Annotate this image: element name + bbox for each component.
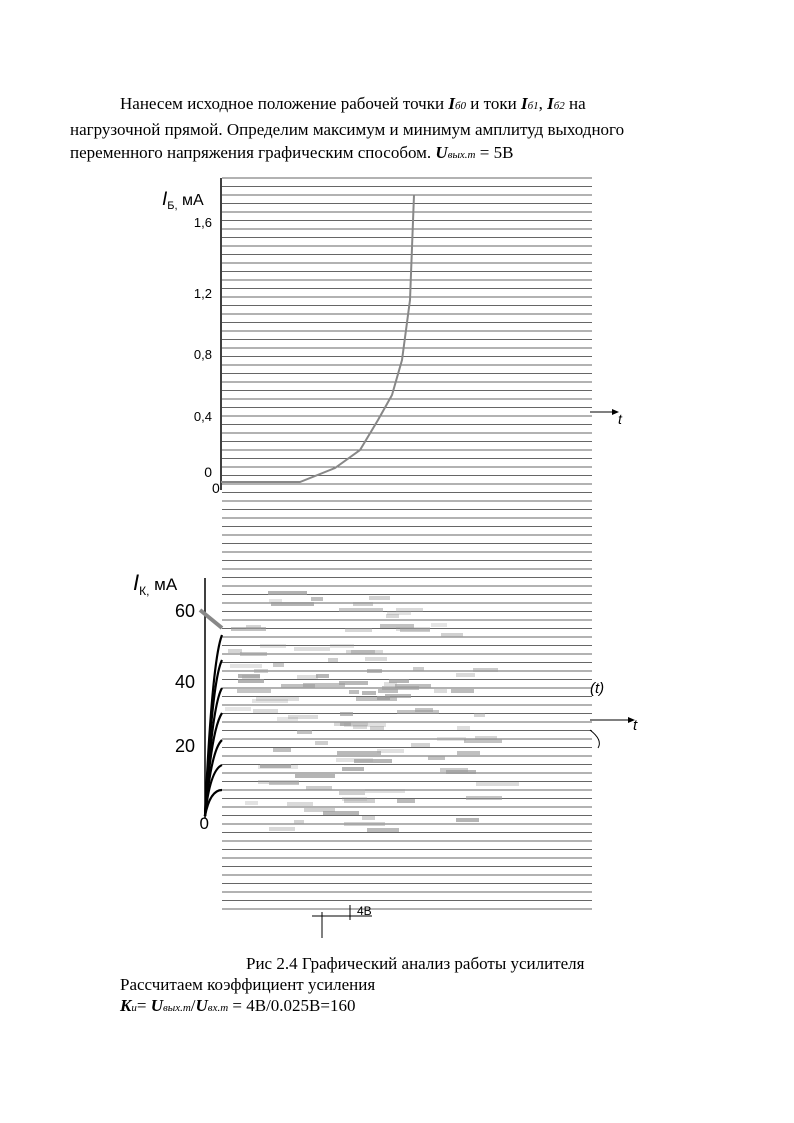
shading-mark xyxy=(340,712,353,716)
shading-mark xyxy=(246,625,261,629)
symbol-ku xyxy=(120,996,137,1015)
shading-mark xyxy=(252,699,288,703)
symbol-subscript: вых.m xyxy=(162,1002,191,1014)
shading-mark xyxy=(386,614,399,618)
text-fragment: = 5В xyxy=(475,143,514,162)
shading-mark xyxy=(474,713,485,717)
symbol-main: K xyxy=(120,996,132,1015)
shading-mark xyxy=(297,730,312,734)
shading-mark xyxy=(253,709,278,713)
shading-mark xyxy=(328,658,338,662)
symbol-main: I xyxy=(520,94,528,113)
shading-mark xyxy=(476,782,519,786)
text-fragment: и токи xyxy=(466,94,521,113)
figure-caption: Рис 2.4 Графический анализ работы усилителя xyxy=(246,954,585,973)
shading-mark xyxy=(260,644,286,648)
shading-mark xyxy=(237,689,271,693)
shading-mark xyxy=(456,818,479,822)
shading-mark xyxy=(269,781,299,785)
symbol-main: U xyxy=(435,143,448,162)
upper-tick-label: 1,6 xyxy=(193,215,212,230)
shading-mark xyxy=(415,708,433,712)
shading-mark xyxy=(349,690,359,694)
shading-mark xyxy=(457,751,480,755)
lower-tick-label: 40 xyxy=(174,672,195,692)
text-fragment: , xyxy=(538,94,548,113)
shading-mark xyxy=(337,751,381,755)
shading-mark xyxy=(395,684,431,688)
lower-tick-label: 0 xyxy=(199,814,209,833)
shading-mark xyxy=(294,647,330,651)
symbol-main: U xyxy=(195,996,208,1015)
shading-mark xyxy=(245,801,258,805)
shading-mark xyxy=(294,820,304,824)
shading-mark xyxy=(431,623,447,627)
shading-mark xyxy=(339,791,365,795)
shading-mark xyxy=(411,743,430,747)
symbol-subscript: вых.m xyxy=(447,149,476,161)
shading-mark xyxy=(413,667,424,671)
shading-mark xyxy=(362,691,376,695)
upper-tick-label: 1,2 xyxy=(193,286,212,301)
shading-mark xyxy=(362,816,375,820)
symbol-subscript: б0 xyxy=(454,100,467,112)
symbol-main: I xyxy=(547,94,554,113)
symbol-uout xyxy=(151,996,191,1015)
shading-mark xyxy=(342,767,364,771)
shading-mark xyxy=(260,764,291,768)
shading-mark xyxy=(295,774,335,778)
text-fragment: на xyxy=(564,94,586,113)
shading-mark xyxy=(446,770,476,774)
shading-mark xyxy=(297,675,318,679)
lower-tick-label: 20 xyxy=(174,736,195,756)
gain-formula xyxy=(120,996,355,1016)
symbol-subscript: u xyxy=(131,1002,137,1014)
lower-axis-label: $I_{К,}$ $^{мА}$ xyxy=(133,570,178,598)
shading-mark xyxy=(342,797,367,801)
shading-mark xyxy=(369,596,390,600)
shading-mark xyxy=(434,689,447,693)
shading-mark xyxy=(340,722,351,726)
upper-origin-label: 0 xyxy=(212,480,220,496)
text-fragment: = xyxy=(136,996,151,1015)
symbol-main: U xyxy=(150,996,163,1015)
shading-mark xyxy=(315,741,328,745)
shading-mark xyxy=(380,624,414,628)
shading-mark xyxy=(344,822,385,826)
shading-mark xyxy=(428,756,445,760)
text-fragment: / xyxy=(190,996,196,1015)
load-line-segment xyxy=(200,610,222,628)
shading-mark xyxy=(269,599,282,603)
shading-mark xyxy=(367,669,382,673)
shading-mark xyxy=(268,591,307,595)
text-fragment: = 4В/0.025В=160 xyxy=(228,996,356,1015)
shading-mark xyxy=(330,644,354,648)
shading-mark xyxy=(225,707,251,711)
shading-mark xyxy=(273,663,284,667)
shading-mark xyxy=(437,737,466,741)
upper-tick-label: 0,8 xyxy=(193,347,212,362)
shading-mark xyxy=(345,628,372,632)
shading-mark xyxy=(228,649,242,653)
upper-tick-label: 0,4 xyxy=(193,409,212,424)
symbol-subscript: вх.m xyxy=(207,1002,229,1014)
shading-mark xyxy=(254,669,268,673)
shading-mark xyxy=(365,789,405,793)
shading-mark xyxy=(288,715,318,719)
shading-mark xyxy=(389,679,409,683)
symbol-subscript: б1 xyxy=(527,100,539,112)
shading-mark xyxy=(238,674,260,678)
input-characteristic-curve xyxy=(221,195,414,482)
scan-shading xyxy=(225,591,519,832)
shading-mark xyxy=(269,827,295,831)
symbol-main: I xyxy=(448,94,455,113)
upper-time-label: t xyxy=(618,411,622,427)
shading-mark xyxy=(466,796,502,800)
shading-mark xyxy=(370,726,384,730)
shading-mark xyxy=(397,799,415,803)
lower-time-label: t xyxy=(633,717,638,734)
shading-mark xyxy=(475,736,497,740)
shading-mark xyxy=(336,758,373,762)
shading-mark xyxy=(339,608,383,612)
shading-mark xyxy=(273,748,291,752)
shading-mark xyxy=(306,786,332,790)
calculation-title: Рассчитаем коэффициент усиления xyxy=(120,975,376,994)
shading-mark xyxy=(303,683,345,687)
shading-mark xyxy=(365,657,387,661)
shading-mark xyxy=(287,802,313,806)
shading-mark xyxy=(238,679,264,683)
upper-tick-label: 0 xyxy=(204,464,212,480)
symbol-uin xyxy=(196,996,229,1015)
upper-axis-label: $I_{Б,}$ $^{мА}$ xyxy=(162,189,204,212)
shading-mark xyxy=(367,828,399,832)
text-fragment: переменного напряжения графическим способом. xyxy=(70,143,436,162)
output-characteristic-curves xyxy=(205,635,222,816)
text-fragment: Нанесем исходное положение рабочей точки xyxy=(120,94,449,113)
shading-mark xyxy=(353,602,373,606)
shading-mark xyxy=(456,673,475,677)
shading-mark xyxy=(311,597,323,601)
shading-mark xyxy=(473,668,498,672)
shading-mark xyxy=(457,726,470,730)
shading-mark xyxy=(323,811,359,815)
symbol-subscript: б2 xyxy=(553,100,565,112)
bottom-voltage-label: 4В xyxy=(357,904,372,918)
shading-mark xyxy=(346,650,383,654)
shading-mark xyxy=(385,694,411,698)
paragraph-line-2: нагрузочной прямой. Определим максимум и минимум амплитуд выходного xyxy=(70,120,625,139)
shading-mark xyxy=(451,689,474,693)
shading-mark xyxy=(377,749,404,753)
lower-tick-label: 60 xyxy=(174,601,195,621)
shading-mark xyxy=(240,652,267,656)
shading-mark xyxy=(230,664,262,668)
output-curve-label: (t) xyxy=(590,680,605,697)
shading-mark xyxy=(441,633,463,637)
